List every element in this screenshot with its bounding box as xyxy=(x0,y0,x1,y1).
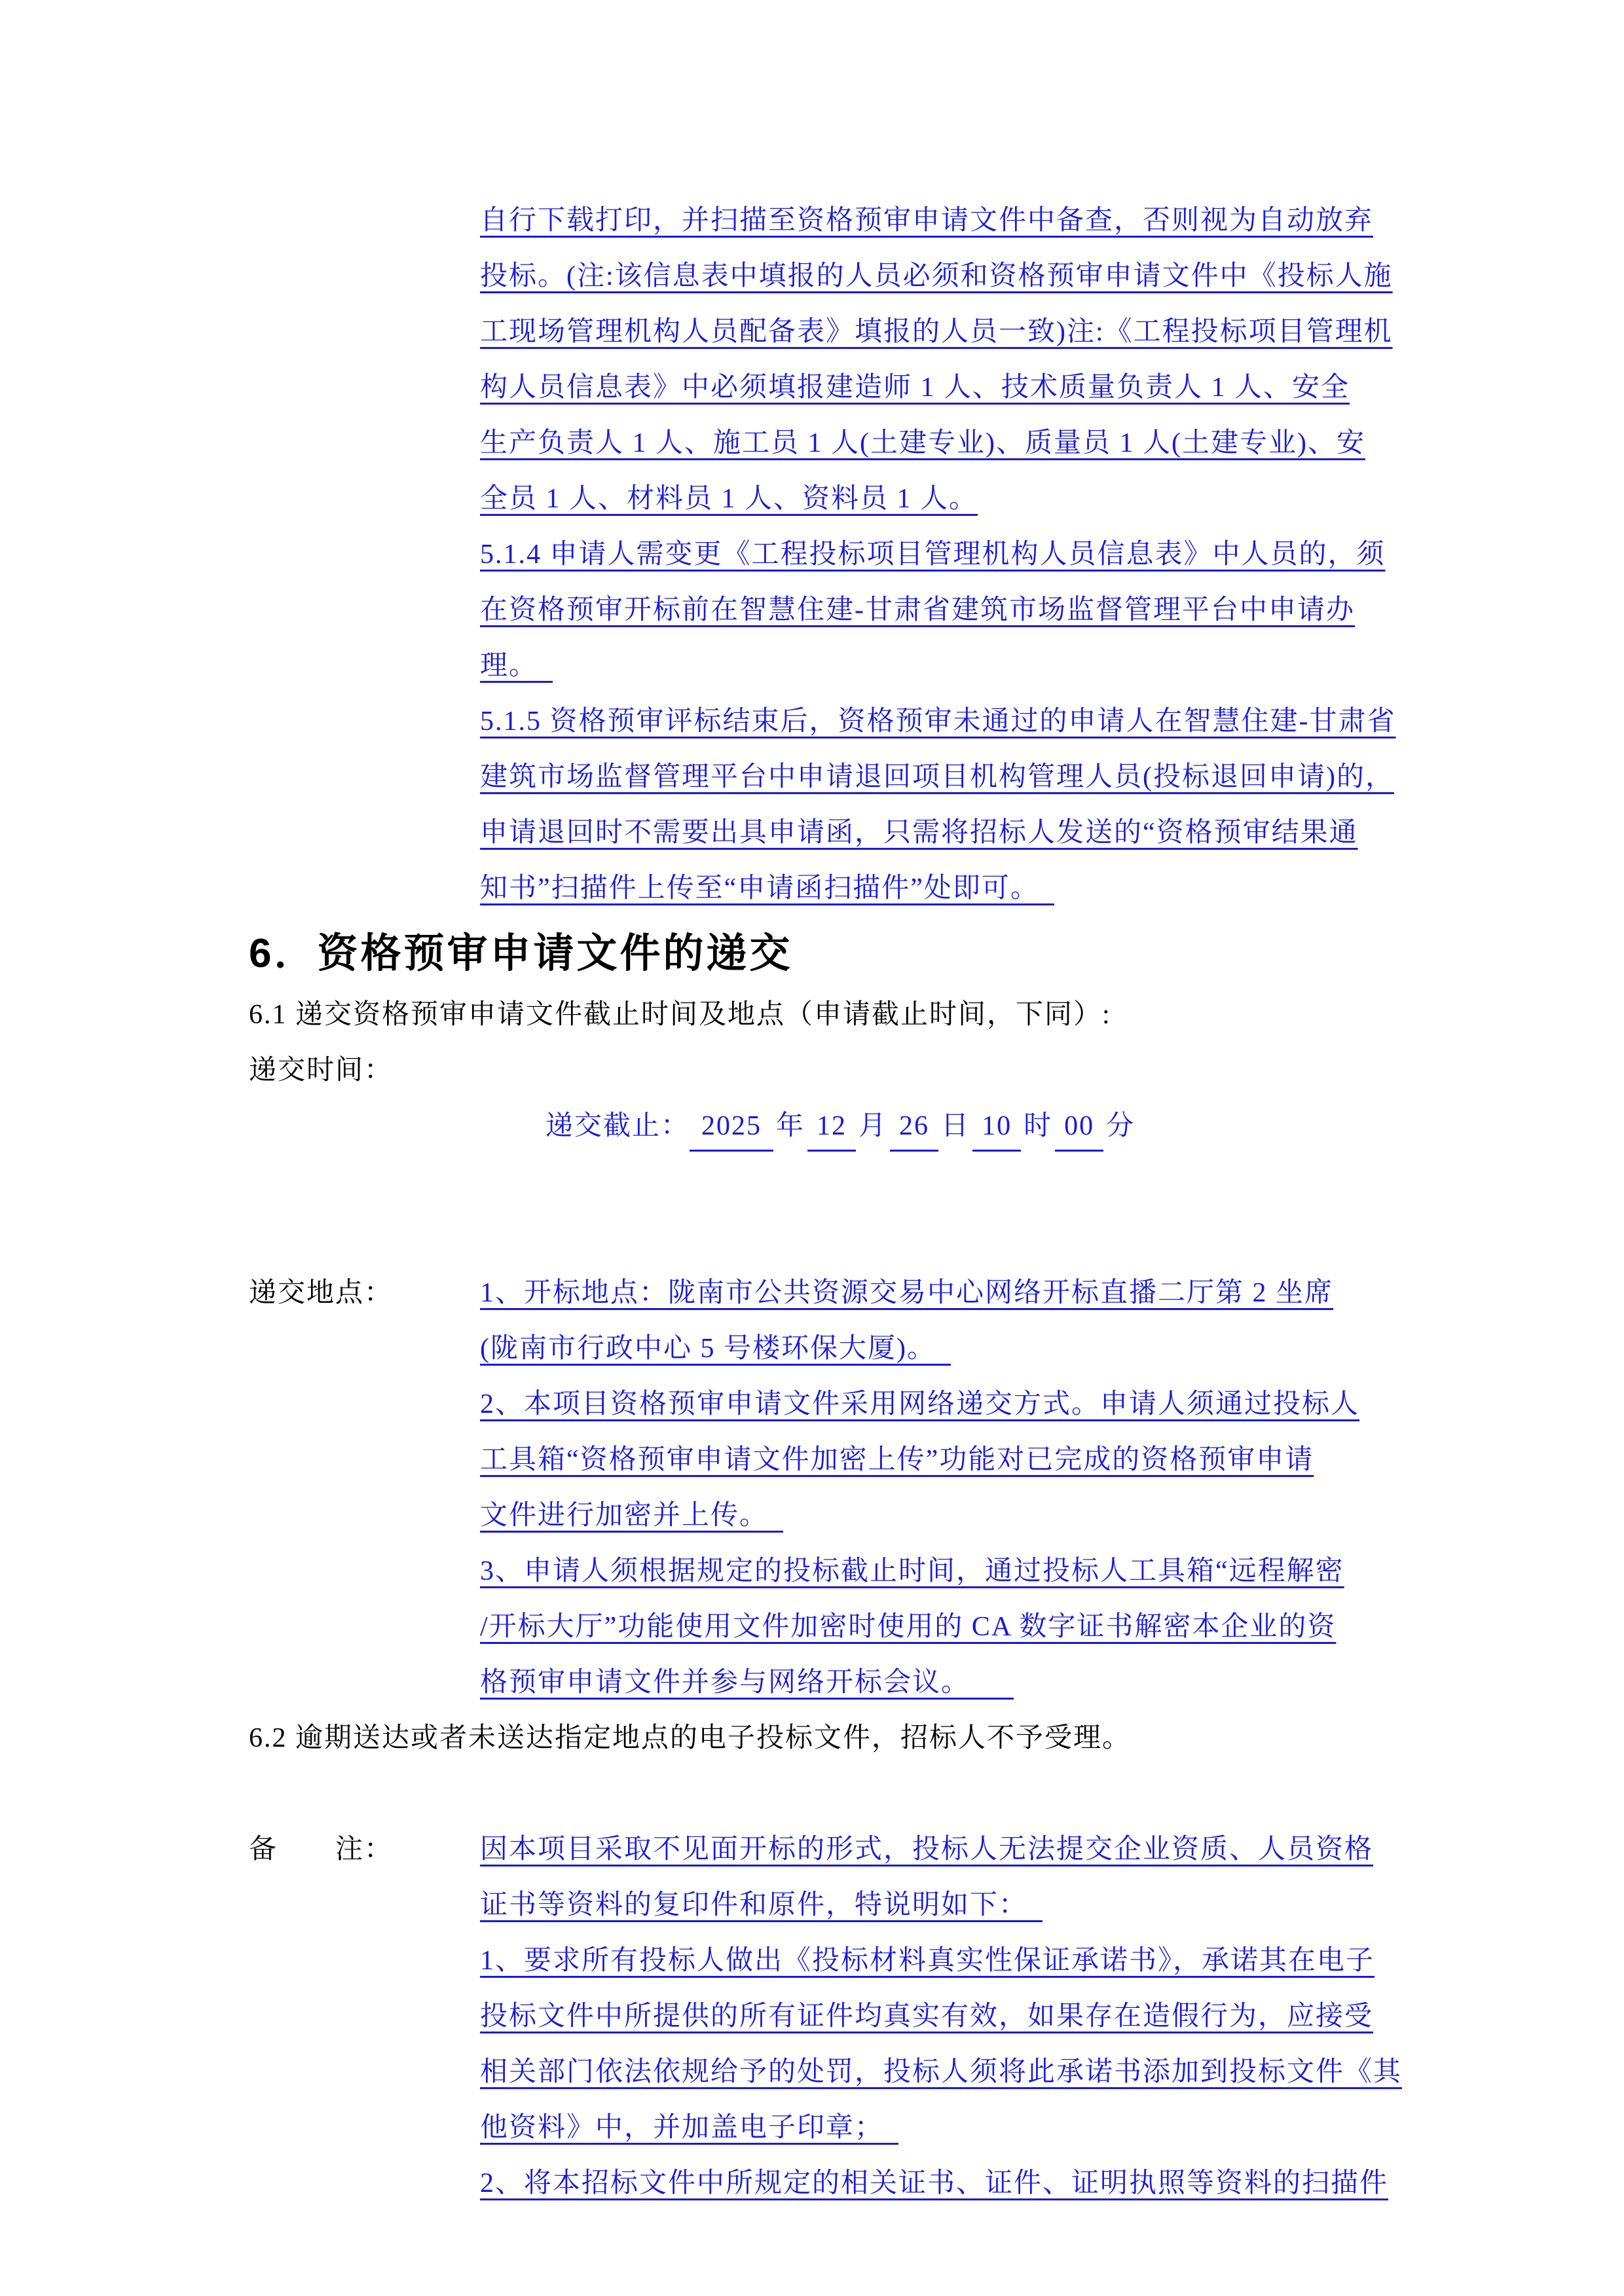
doc-line: 知书”扫描件上传至“申请函扫描件”处即可。 xyxy=(480,873,1054,903)
doc-line: 格预审申请文件并参与网络开标会议。 xyxy=(480,1667,1014,1698)
submission-place-label: 递交地点： xyxy=(249,1278,394,1308)
prequalification-clauses-block xyxy=(480,193,1462,917)
blank-line xyxy=(0,1766,1624,1822)
submission-deadline-line xyxy=(480,1043,1462,1210)
deadline-month-unit: 月 xyxy=(858,1111,888,1141)
doc-line: /开标大厅”功能使用文件加密时使用的 CA 数字证书解密本企业的资 xyxy=(480,1612,1337,1642)
deadline-month-blank: 12 xyxy=(807,1102,856,1152)
deadline-prefix: 递交截止： xyxy=(545,1111,690,1141)
submission-time-label: 递交时间： xyxy=(249,1055,394,1085)
doc-line: 1、要求所有投标人做出《投标材料真实性保证承诺书》，承诺其在电子 xyxy=(480,1946,1375,1976)
deadline-year-unit: 年 xyxy=(776,1111,805,1141)
doc-line: 证书等资料的复印件和原件，特说明如下： xyxy=(480,1890,1043,1920)
deadline-minute-blank: 00 xyxy=(1055,1102,1103,1152)
clause-6-2: 6.2 逾期送达或者未送达指定地点的电子投标文件，招标人不予受理。 xyxy=(249,1723,1132,1753)
blank-line xyxy=(0,1210,1624,1266)
doc-line: 2、将本招标文件中所规定的相关证书、证件、证明执照等资料的扫描件 xyxy=(480,2168,1389,2198)
doc-line: 相关部门依法依规给予的处罚，投标人须将此承诺书添加到投标文件《其 xyxy=(480,2057,1403,2087)
doc-line: 工具箱“资格预审申请文件加密上传”功能对已完成的资格预审申请 xyxy=(480,1445,1314,1475)
deadline-year-blank: 2025 xyxy=(690,1102,773,1152)
remark-row xyxy=(249,1822,1624,2212)
doc-line: 因本项目采取不见面开标的形式，投标人无法提交企业资质、人员资格 xyxy=(480,1834,1374,1865)
deadline-day-blank: 26 xyxy=(890,1102,938,1152)
doc-line: 他资料》中，并加盖电子印章； xyxy=(480,2113,899,2143)
doc-line: 理。 xyxy=(480,651,553,681)
submission-place-text xyxy=(480,1266,1462,1711)
remark-text xyxy=(480,1822,1462,2212)
deadline-minute-unit: 分 xyxy=(1106,1111,1135,1141)
doc-line: 申请退回时不需要出具申请函，只需将招标人发送的“资格预审结果通 xyxy=(480,818,1358,848)
doc-line: 工现场管理机构人员配备表》填报的人员一致)注:《工程投标项目管理机 xyxy=(480,317,1393,347)
doc-line: 2、本项目资格预审申请文件采用网络递交方式。申请人须通过投标人 xyxy=(480,1389,1360,1419)
remark-label: 备 注： xyxy=(249,1834,394,1865)
doc-line: 在资格预审开标前在智慧住建-甘肃省建筑市场监督管理平台中申请办 xyxy=(480,595,1355,625)
doc-line: 1、开标地点：陇南市公共资源交易中心网络开标直播二厅第 2 坐席 xyxy=(480,1278,1334,1308)
doc-line: 生产负责人 1 人、施工员 1 人(土建专业)、质量员 1 人(土建专业)、安 xyxy=(480,428,1365,458)
doc-line: 文件进行加密并上传。 xyxy=(480,1501,784,1531)
doc-line: (陇南市行政中心 5 号楼环保大厦)。 xyxy=(480,1334,951,1364)
doc-line: 建筑市场监督管理平台中申请退回项目机构管理人员(投标退回申请)的， xyxy=(480,762,1394,792)
clause-5-1-5-line: 5.1.5 资格预审评标结束后，资格预审未通过的申请人在智慧住建-甘肃省 xyxy=(480,706,1396,737)
doc-line: 投标。(注:该信息表中填报的人员必须和资格预审申请文件中《投标人施 xyxy=(480,261,1393,291)
clause-5-1-4-line: 5.1.4 申请人需变更《工程投标项目管理机构人员信息表》中人员的，须 xyxy=(480,539,1386,570)
doc-line: 构人员信息表》中必须填报建造师 1 人、技术质量负责人 1 人、安全 xyxy=(480,373,1350,403)
deadline-day-unit: 日 xyxy=(941,1111,970,1141)
doc-line: 3、申请人须根据规定的投标截止时间，通过投标人工具箱“远程解密 xyxy=(480,1556,1344,1586)
doc-line: 投标文件中所提供的所有证件均真实有效，如果存在造假行为，应接受 xyxy=(480,2001,1374,2032)
submission-place-row xyxy=(249,1266,1624,1711)
clause-6-1: 6.1 递交资格预审申请文件截止时间及地点（申请截止时间，下同）: xyxy=(249,1000,1111,1030)
section-6-heading: 6．资格预审申请文件的递交 xyxy=(249,931,793,976)
deadline-hour-blank: 10 xyxy=(972,1102,1021,1152)
submission-time-row xyxy=(249,1043,1624,1210)
deadline-hour-unit: 时 xyxy=(1024,1111,1053,1141)
doc-line: 自行下载打印，并扫描至资格预审申请文件中备查，否则视为自动放弃 xyxy=(480,206,1374,236)
doc-line: 全员 1 人、材料员 1 人、资料员 1 人。 xyxy=(480,484,978,514)
